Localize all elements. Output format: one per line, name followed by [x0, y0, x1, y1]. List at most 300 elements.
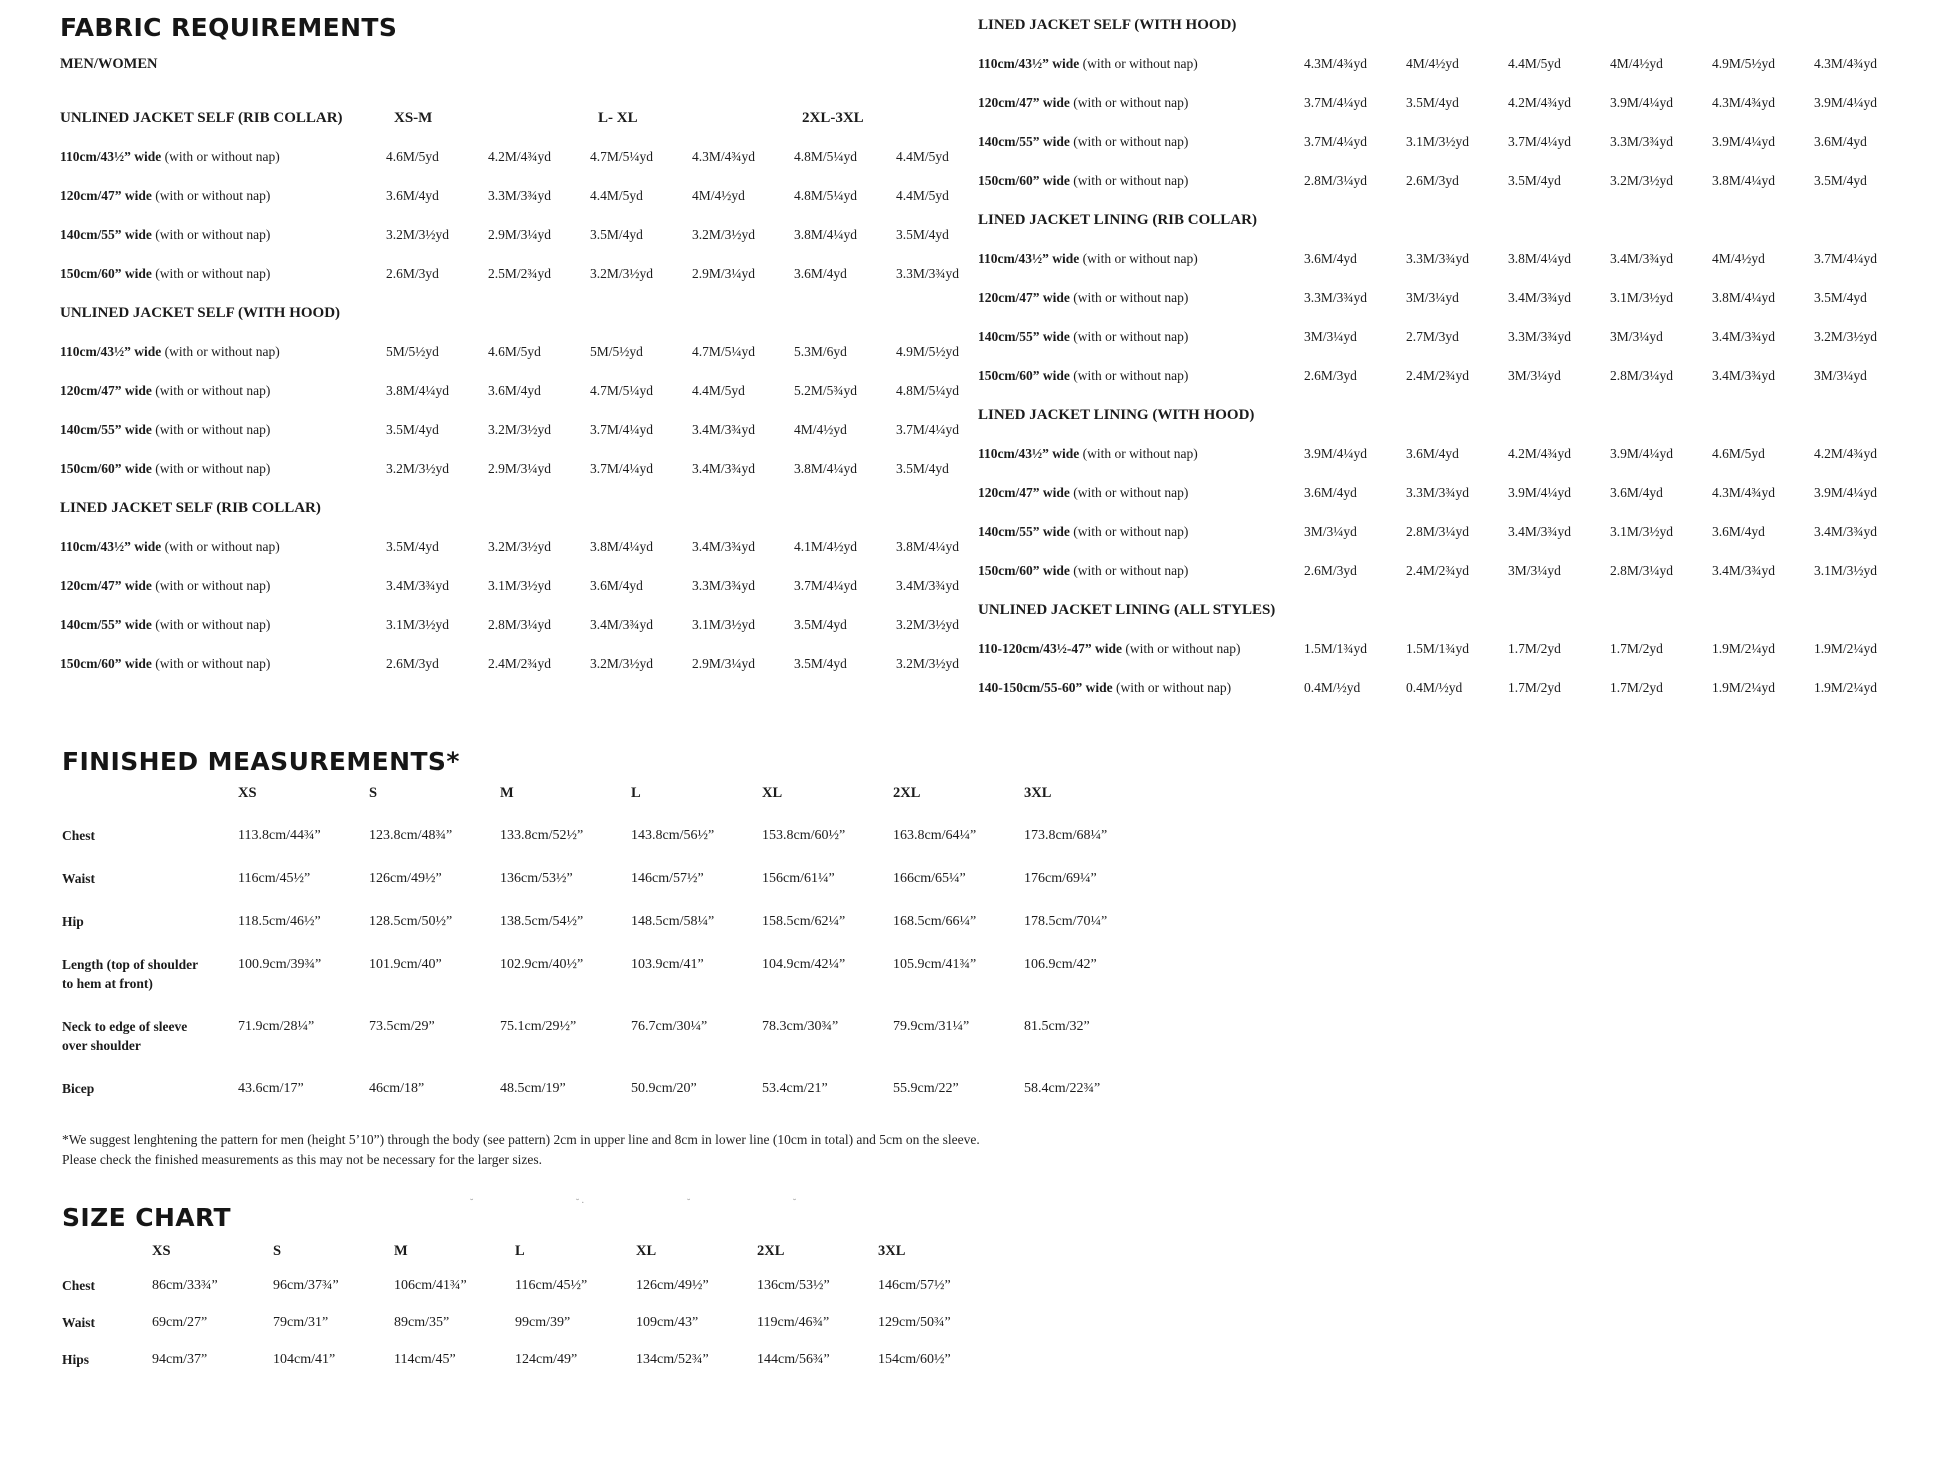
fabric-row-label — [60, 187, 386, 204]
fabric-amount: 2.4M/2¾yd — [1406, 368, 1470, 383]
measurement-row-label — [62, 1079, 238, 1098]
fabric-row — [978, 94, 1888, 133]
fabric-row-values — [1304, 523, 1916, 540]
fabric-nap-note: (with or without nap) — [1115, 680, 1232, 695]
fabric-width-label: 140cm/55” wide — [978, 524, 1070, 539]
fabric-amount: 3.4M/3¾yd — [692, 461, 756, 476]
fabric-row — [60, 187, 970, 226]
fabric-table-rows — [978, 445, 1888, 601]
fabric-amount: 5.2M/5¾yd — [794, 383, 858, 398]
measurement-value: 102.9cm/40½” — [500, 957, 584, 972]
fabric-row — [60, 382, 970, 421]
fabric-amount: 3.6M/4yd — [1406, 446, 1459, 461]
fabric-amount: 2.8M/3¼yd — [1406, 524, 1470, 539]
fabric-requirements-right-column — [978, 16, 1888, 718]
fabric-amount: 3.4M/3¾yd — [1712, 563, 1776, 578]
fabric-row-values — [386, 421, 998, 438]
fabric-table-rows — [60, 343, 970, 499]
fabric-amount: 2.9M/3¼yd — [488, 461, 552, 476]
measurement-row-label — [62, 869, 238, 888]
fabric-amount: 3M/3¼yd — [1610, 329, 1663, 344]
fabric-amount: 3.5M/4yd — [896, 461, 949, 476]
fabric-table-rows — [978, 640, 1888, 718]
fabric-width-label: 120cm/47” wide — [978, 95, 1070, 110]
fabric-table-title: UNLINED JACKET LINING (ALL STYLES) — [978, 602, 1276, 618]
measurement-value: 71.9cm/28¼” — [238, 1019, 315, 1034]
size-chart-value: 119cm/46¾” — [757, 1315, 830, 1330]
fabric-amount: 3.7M/4¼yd — [896, 422, 960, 437]
fabric-amount: 3.4M/3¾yd — [1508, 290, 1572, 305]
fabric-table-rows — [978, 250, 1888, 406]
fabric-amount: 1.9M/2¼yd — [1814, 680, 1878, 695]
measurement-value: 178.5cm/70¼” — [1024, 914, 1108, 929]
measurement-label-line1: Bicep — [62, 1081, 95, 1096]
size-chart-value: 106cm/41¾” — [394, 1278, 467, 1293]
fabric-amount: 3.2M/3½yd — [1814, 329, 1878, 344]
fabric-row-label — [60, 343, 386, 360]
fabric-amount: 3.6M/4yd — [1814, 134, 1867, 149]
fabric-row-values — [1304, 172, 1916, 189]
fabric-row-values — [386, 616, 998, 633]
fabric-amount: 2.4M/2¾yd — [488, 656, 552, 671]
measurement-value: 81.5cm/32” — [1024, 1019, 1090, 1034]
size-chart-value: 104cm/41” — [273, 1352, 336, 1367]
fabric-amount: 4.4M/5yd — [590, 188, 643, 203]
fabric-amount: 1.9M/2¼yd — [1712, 641, 1776, 656]
measurement-value: 43.6cm/17” — [238, 1081, 304, 1096]
fabric-width-label: 110cm/43½” wide — [60, 344, 162, 359]
fabric-row-label — [60, 616, 386, 633]
fabric-table-header — [978, 211, 1888, 250]
finished-measurements-heading: FINISHED MEASUREMENTS* — [62, 747, 460, 776]
size-chart-value: 69cm/27” — [152, 1315, 208, 1330]
measurement-row-values — [238, 869, 1155, 888]
fabric-amount: 3.1M/3½yd — [386, 617, 450, 632]
fabric-row — [978, 640, 1888, 679]
size-columns — [238, 784, 1155, 803]
measurement-value: 106.9cm/42” — [1024, 957, 1097, 972]
fabric-row-values — [1304, 55, 1916, 72]
fabric-amount: 4.2M/4¾yd — [488, 149, 552, 164]
fabric-amount: 2.4M/2¾yd — [1406, 563, 1470, 578]
fabric-amount: 3.2M/3½yd — [590, 656, 654, 671]
fabric-amount: 0.4M/½yd — [1406, 680, 1463, 695]
fabric-row-values — [386, 655, 998, 672]
fabric-amount: 3.4M/3¾yd — [1610, 251, 1674, 266]
measurement-value: 58.4cm/22¾” — [1024, 1081, 1101, 1096]
fabric-amount: 4.7M/5¼yd — [590, 383, 654, 398]
fabric-amount: 4.3M/4¾yd — [1712, 485, 1776, 500]
fabric-table — [978, 211, 1888, 406]
fabric-amount: 3.1M/3½yd — [488, 578, 552, 593]
fabric-amount: 2.8M/3¼yd — [1610, 563, 1674, 578]
fabric-row — [978, 523, 1888, 562]
fabric-amount: 4M/4½yd — [794, 422, 847, 437]
size-chart-value: 114cm/45” — [394, 1352, 456, 1367]
fabric-amount: 3.4M/3¾yd — [1712, 329, 1776, 344]
fabric-row — [60, 226, 970, 265]
fabric-row-values — [386, 538, 998, 555]
fabric-nap-note: (with or without nap) — [155, 383, 271, 398]
fabric-row — [60, 148, 970, 187]
fabric-amount: 3M/3¼yd — [1508, 368, 1561, 383]
measurement-value: 105.9cm/41¾” — [893, 957, 977, 972]
fabric-nap-note: (with or without nap) — [164, 149, 280, 164]
fabric-row-values — [1304, 133, 1916, 150]
fabric-nap-note: (with or without nap) — [1073, 329, 1189, 344]
fabric-row-label — [60, 577, 386, 594]
fabric-amount: 3.6M/4yd — [794, 266, 847, 281]
measurement-row — [62, 1017, 1242, 1055]
fabric-amount: 3.3M/3¾yd — [1406, 485, 1470, 500]
measurement-value: 100.9cm/39¾” — [238, 957, 322, 972]
fabric-amount: 3.5M/4yd — [1406, 95, 1459, 110]
measurement-value: 146cm/57½” — [631, 871, 704, 886]
size-group-header: L- XL — [598, 110, 638, 126]
fabric-table-header — [60, 499, 970, 538]
size-column-header: XL — [762, 785, 783, 801]
fabric-amount: 3.9M/4¼yd — [1508, 485, 1572, 500]
fabric-amount: 3.2M/3½yd — [488, 422, 552, 437]
fabric-amount: 2.5M/2¾yd — [488, 266, 552, 281]
fabric-row — [60, 538, 970, 577]
measurement-row-label — [62, 955, 238, 993]
fabric-amount: 4.8M/5¼yd — [794, 149, 858, 164]
fabric-width-label: 120cm/47” wide — [978, 290, 1070, 305]
fabric-amount: 2.6M/3yd — [1406, 173, 1459, 188]
measurement-label-line1: Length (top of shoulder — [62, 957, 199, 972]
fabric-nap-note: (with or without nap) — [1073, 173, 1189, 188]
fabric-table-header — [60, 304, 970, 343]
fabric-nap-note: (with or without nap) — [155, 188, 271, 203]
fabric-amount: 2.6M/3yd — [386, 266, 439, 281]
header-spacer — [62, 784, 238, 803]
measurement-value: 138.5cm/54½” — [500, 914, 584, 929]
size-column-header: XL — [636, 1243, 657, 1259]
fabric-table-header — [60, 109, 970, 148]
fabric-amount: 4.8M/5¼yd — [794, 188, 858, 203]
fabric-amount: 3.8M/4¼yd — [794, 227, 858, 242]
fabric-amount: 4.6M/5yd — [488, 344, 541, 359]
fabric-nap-note: (with or without nap) — [1073, 134, 1189, 149]
fabric-amount: 1.7M/2yd — [1610, 680, 1663, 695]
size-chart-row — [62, 1313, 1062, 1332]
size-column-header: 2XL — [893, 785, 921, 801]
fabric-nap-note: (with or without nap) — [1082, 251, 1198, 266]
size-column-header: S — [273, 1243, 282, 1259]
size-group-header: 2XL-3XL — [802, 110, 864, 126]
fabric-table-rows — [60, 538, 970, 694]
fabric-width-label: 120cm/47” wide — [60, 578, 152, 593]
fabric-amount: 4.3M/4¾yd — [1814, 56, 1878, 71]
cropped-text-artifact: ˘ ˘· ˘ ˘ — [470, 1198, 799, 1209]
fabric-nap-note: (with or without nap) — [1073, 95, 1189, 110]
fabric-width-label: 140-150cm/55-60” wide — [978, 680, 1113, 695]
fabric-amount: 4M/4½yd — [692, 188, 745, 203]
fabric-nap-note: (with or without nap) — [164, 344, 280, 359]
size-chart-row-label: Hips — [62, 1352, 90, 1367]
size-columns — [152, 1242, 999, 1261]
fabric-amount: 3.9M/4¼yd — [1304, 446, 1368, 461]
measurement-row-values — [238, 912, 1155, 931]
lengthening-footnote — [62, 1130, 1242, 1170]
fabric-amount: 3.7M/4¼yd — [590, 422, 654, 437]
fabric-nap-note: (with or without nap) — [155, 266, 271, 281]
size-group-headers — [386, 109, 998, 128]
measurement-value: 153.8cm/60½” — [762, 828, 846, 843]
fabric-amount: 1.7M/2yd — [1610, 641, 1663, 656]
fabric-amount: 4.4M/5yd — [896, 149, 949, 164]
fabric-width-label: 110cm/43½” wide — [978, 56, 1080, 71]
footnote-line2: Please check the finished measurements as this may not be necessary for the larger sizes. — [62, 1152, 542, 1167]
fabric-table-title: LINED JACKET LINING (RIB COLLAR) — [978, 212, 1257, 228]
measurement-value: 116cm/45½” — [238, 871, 311, 886]
fabric-amount: 2.7M/3yd — [1406, 329, 1459, 344]
fabric-amount: 3.8M/4¼yd — [1712, 173, 1776, 188]
fabric-amount: 4.9M/5½yd — [896, 344, 960, 359]
fabric-width-label: 140cm/55” wide — [978, 134, 1070, 149]
fabric-row — [978, 679, 1888, 718]
fabric-amount: 3.7M/4¼yd — [794, 578, 858, 593]
fabric-amount: 3.7M/4¼yd — [1508, 134, 1572, 149]
fabric-amount: 2.6M/3yd — [1304, 368, 1357, 383]
fabric-requirements-left-column — [60, 14, 970, 694]
size-chart-heading: SIZE CHART — [62, 1203, 232, 1232]
fabric-amount: 3M/3¼yd — [1814, 368, 1867, 383]
fabric-nap-note: (with or without nap) — [1082, 446, 1198, 461]
fabric-nap-note: (with or without nap) — [1073, 485, 1189, 500]
measurement-value: 104.9cm/42¼” — [762, 957, 846, 972]
measurement-value: 136cm/53½” — [500, 871, 573, 886]
fabric-amount: 3.5M/4yd — [386, 539, 439, 554]
size-column-header: S — [369, 785, 378, 801]
fabric-row — [60, 577, 970, 616]
size-chart-value: 116cm/45½” — [515, 1278, 588, 1293]
fabric-amount: 3.2M/3½yd — [386, 227, 450, 242]
fabric-amount: 1.9M/2¼yd — [1814, 641, 1878, 656]
fabric-amount: 1.5M/1¾yd — [1406, 641, 1470, 656]
fabric-amount: 3M/3¼yd — [1304, 329, 1357, 344]
fabric-nap-note: (with or without nap) — [1082, 56, 1198, 71]
fabric-amount: 3.2M/3½yd — [1610, 173, 1674, 188]
size-chart-row-label: Waist — [62, 1315, 96, 1330]
fabric-amount: 3.5M/4yd — [1814, 290, 1867, 305]
finished-measurements-section — [62, 748, 1242, 1170]
fabric-row-values — [1304, 562, 1916, 579]
size-chart-row-values — [152, 1276, 999, 1295]
fabric-amount: 1.5M/1¾yd — [1304, 641, 1368, 656]
measurement-value: 78.3cm/30¾” — [762, 1019, 839, 1034]
measurement-value: 79.9cm/31¼” — [893, 1019, 970, 1034]
size-chart-value: 86cm/33¾” — [152, 1278, 218, 1293]
fabric-amount: 3.3M/3¾yd — [1610, 134, 1674, 149]
fabric-row-label — [978, 679, 1304, 696]
fabric-amount: 3.4M/3¾yd — [692, 422, 756, 437]
fabric-nap-note: (with or without nap) — [155, 578, 271, 593]
fabric-amount: 4M/4½yd — [1406, 56, 1459, 71]
fabric-width-label: 150cm/60” wide — [978, 368, 1070, 383]
measurement-row-label — [62, 826, 238, 845]
fabric-table-header — [978, 601, 1888, 640]
fabric-amount: 3.5M/4yd — [386, 422, 439, 437]
fabric-amount: 3.8M/4¼yd — [896, 539, 960, 554]
measurement-value: 148.5cm/58¼” — [631, 914, 715, 929]
fabric-amount: 1.7M/2yd — [1508, 680, 1561, 695]
fabric-amount: 3.8M/4¼yd — [1508, 251, 1572, 266]
fabric-row-values — [386, 265, 998, 282]
fabric-row-values — [1304, 94, 1916, 111]
page-subtitle: MEN/WOMEN — [60, 56, 158, 72]
fabric-table-title: LINED JACKET SELF (WITH HOOD) — [978, 17, 1237, 33]
fabric-amount: 3.4M/3¾yd — [692, 539, 756, 554]
size-column-header: M — [394, 1243, 408, 1259]
size-column-header: 3XL — [1024, 785, 1052, 801]
fabric-amount: 4.4M/5yd — [1508, 56, 1561, 71]
fabric-amount: 3.2M/3½yd — [692, 227, 756, 242]
size-chart-value: 96cm/37¾” — [273, 1278, 339, 1293]
size-chart-value: 126cm/49½” — [636, 1278, 709, 1293]
fabric-amount: 3.8M/4¼yd — [1712, 290, 1776, 305]
fabric-row-label — [978, 445, 1304, 462]
fabric-amount: 3.4M/3¾yd — [1712, 368, 1776, 383]
fabric-amount: 3.2M/3½yd — [896, 617, 960, 632]
size-chart-value: 144cm/56¾” — [757, 1352, 830, 1367]
fabric-amount: 3.3M/3¾yd — [896, 266, 960, 281]
fabric-amount: 3.2M/3½yd — [488, 539, 552, 554]
fabric-width-label: 150cm/60” wide — [60, 656, 152, 671]
size-column-header: XS — [152, 1243, 171, 1259]
measurement-value: 75.1cm/29½” — [500, 1019, 577, 1034]
fabric-nap-note: (with or without nap) — [1073, 368, 1189, 383]
fabric-amount: 2.9M/3¼yd — [692, 266, 756, 281]
fabric-row — [60, 421, 970, 460]
measurement-value: 126cm/49½” — [369, 871, 442, 886]
fabric-row-label — [978, 94, 1304, 111]
measurement-value: 76.7cm/30¼” — [631, 1019, 708, 1034]
fabric-amount: 4.3M/4¾yd — [1304, 56, 1368, 71]
fabric-amount: 2.8M/3¼yd — [488, 617, 552, 632]
fabric-width-label: 120cm/47” wide — [60, 188, 152, 203]
fabric-table-title: UNLINED JACKET SELF (WITH HOOD) — [60, 305, 341, 321]
fabric-row-values — [1304, 250, 1916, 267]
fabric-table — [978, 406, 1888, 601]
fabric-amount: 3M/3¼yd — [1508, 563, 1561, 578]
fabric-nap-note: (with or without nap) — [1073, 563, 1189, 578]
size-column-header: 3XL — [878, 1243, 906, 1259]
footnote-line1: *We suggest lenghtening the pattern for men (height 5’10”) through the body (see pattern) 2cm in upper line and 8cm in lower line (10cm in total) and 5cm on the sleeve. — [62, 1132, 980, 1147]
fabric-row-label — [60, 226, 386, 243]
measurement-value: 168.5cm/66¼” — [893, 914, 977, 929]
fabric-amount: 4.7M/5¼yd — [692, 344, 756, 359]
fabric-amount: 3.7M/4¼yd — [1304, 95, 1368, 110]
measurement-value: 113.8cm/44¾” — [238, 828, 321, 843]
fabric-row — [978, 328, 1888, 367]
fabric-amount: 3.2M/3½yd — [590, 266, 654, 281]
measurement-value: 128.5cm/50½” — [369, 914, 453, 929]
fabric-amount: 3.9M/4¼yd — [1712, 134, 1776, 149]
fabric-amount: 3.7M/4¼yd — [590, 461, 654, 476]
fabric-row-label — [978, 367, 1304, 384]
measurement-label-line1: Chest — [62, 828, 95, 843]
fabric-table-title: LINED JACKET LINING (WITH HOOD) — [978, 407, 1255, 423]
fabric-nap-note: (with or without nap) — [155, 422, 271, 437]
fabric-amount: 3.4M/3¾yd — [1508, 524, 1572, 539]
fabric-row — [978, 250, 1888, 289]
fabric-amount: 4.2M/4¾yd — [1508, 95, 1572, 110]
fabric-amount: 3.3M/3¾yd — [488, 188, 552, 203]
measurement-row — [62, 955, 1242, 993]
fabric-row-values — [386, 226, 998, 243]
fabric-row — [978, 445, 1888, 484]
fabric-row-values — [386, 343, 998, 360]
fabric-table — [60, 304, 970, 499]
fabric-amount: 2.6M/3yd — [1304, 563, 1357, 578]
fabric-amount: 3.2M/3½yd — [896, 656, 960, 671]
size-chart-value: 109cm/43” — [636, 1315, 699, 1330]
fabric-row-values — [386, 382, 998, 399]
size-chart-section — [62, 1204, 1062, 1387]
fabric-amount: 5M/5½yd — [386, 344, 439, 359]
fabric-amount: 3.7M/4¼yd — [1304, 134, 1368, 149]
fabric-amount: 3.9M/4¼yd — [1610, 95, 1674, 110]
fabric-row-values — [386, 187, 998, 204]
fabric-table-rows — [60, 148, 970, 304]
fabric-row-values — [1304, 367, 1916, 384]
fabric-amount: 3.6M/4yd — [1304, 251, 1357, 266]
fabric-amount: 3.2M/3½yd — [386, 461, 450, 476]
measurement-row-label — [62, 1017, 238, 1055]
fabric-amount: 3.5M/4yd — [794, 617, 847, 632]
fabric-amount: 3.5M/4yd — [794, 656, 847, 671]
fabric-amount: 3.9M/4¼yd — [1610, 446, 1674, 461]
fabric-width-label: 150cm/60” wide — [60, 266, 152, 281]
fabric-amount: 3.3M/3¾yd — [692, 578, 756, 593]
fabric-row-values — [1304, 445, 1916, 462]
fabric-amount: 1.7M/2yd — [1508, 641, 1561, 656]
fabric-amount: 3.4M/3¾yd — [590, 617, 654, 632]
fabric-row-values — [1304, 328, 1916, 345]
measurement-value: 50.9cm/20” — [631, 1081, 697, 1096]
measurement-label-line2: to hem at front) — [62, 976, 153, 991]
fabric-width-label: 140cm/55” wide — [60, 227, 152, 242]
fabric-tables-right — [978, 16, 1888, 718]
fabric-amount: 2.6M/3yd — [386, 656, 439, 671]
measurement-label-line1: Waist — [62, 871, 96, 886]
fabric-amount: 3.6M/4yd — [1610, 485, 1663, 500]
fabric-row-label — [978, 172, 1304, 189]
fabric-amount: 4.8M/5¼yd — [896, 383, 960, 398]
fabric-amount: 3.1M/3½yd — [1814, 563, 1878, 578]
size-chart-value: 124cm/49” — [515, 1352, 578, 1367]
fabric-tables-left — [60, 109, 970, 694]
fabric-amount: 5M/5½yd — [590, 344, 643, 359]
fabric-row-label — [978, 133, 1304, 150]
measurement-row — [62, 826, 1242, 845]
size-chart-value: 129cm/50¾” — [878, 1315, 951, 1330]
size-chart-value: 146cm/57½” — [878, 1278, 951, 1293]
fabric-width-label: 150cm/60” wide — [978, 173, 1070, 188]
measurement-value: 133.8cm/52½” — [500, 828, 584, 843]
fabric-table-title: UNLINED JACKET SELF (RIB COLLAR) — [60, 110, 343, 126]
size-column-header: L — [515, 1243, 525, 1259]
fabric-amount: 4.9M/5½yd — [1712, 56, 1776, 71]
fabric-amount: 3.9M/4¼yd — [1814, 485, 1878, 500]
fabric-row — [60, 616, 970, 655]
fabric-width-label: 110cm/43½” wide — [60, 539, 162, 554]
fabric-amount: 3.3M/3¾yd — [1406, 251, 1470, 266]
fabric-table — [978, 16, 1888, 211]
fabric-row-values — [386, 577, 998, 594]
